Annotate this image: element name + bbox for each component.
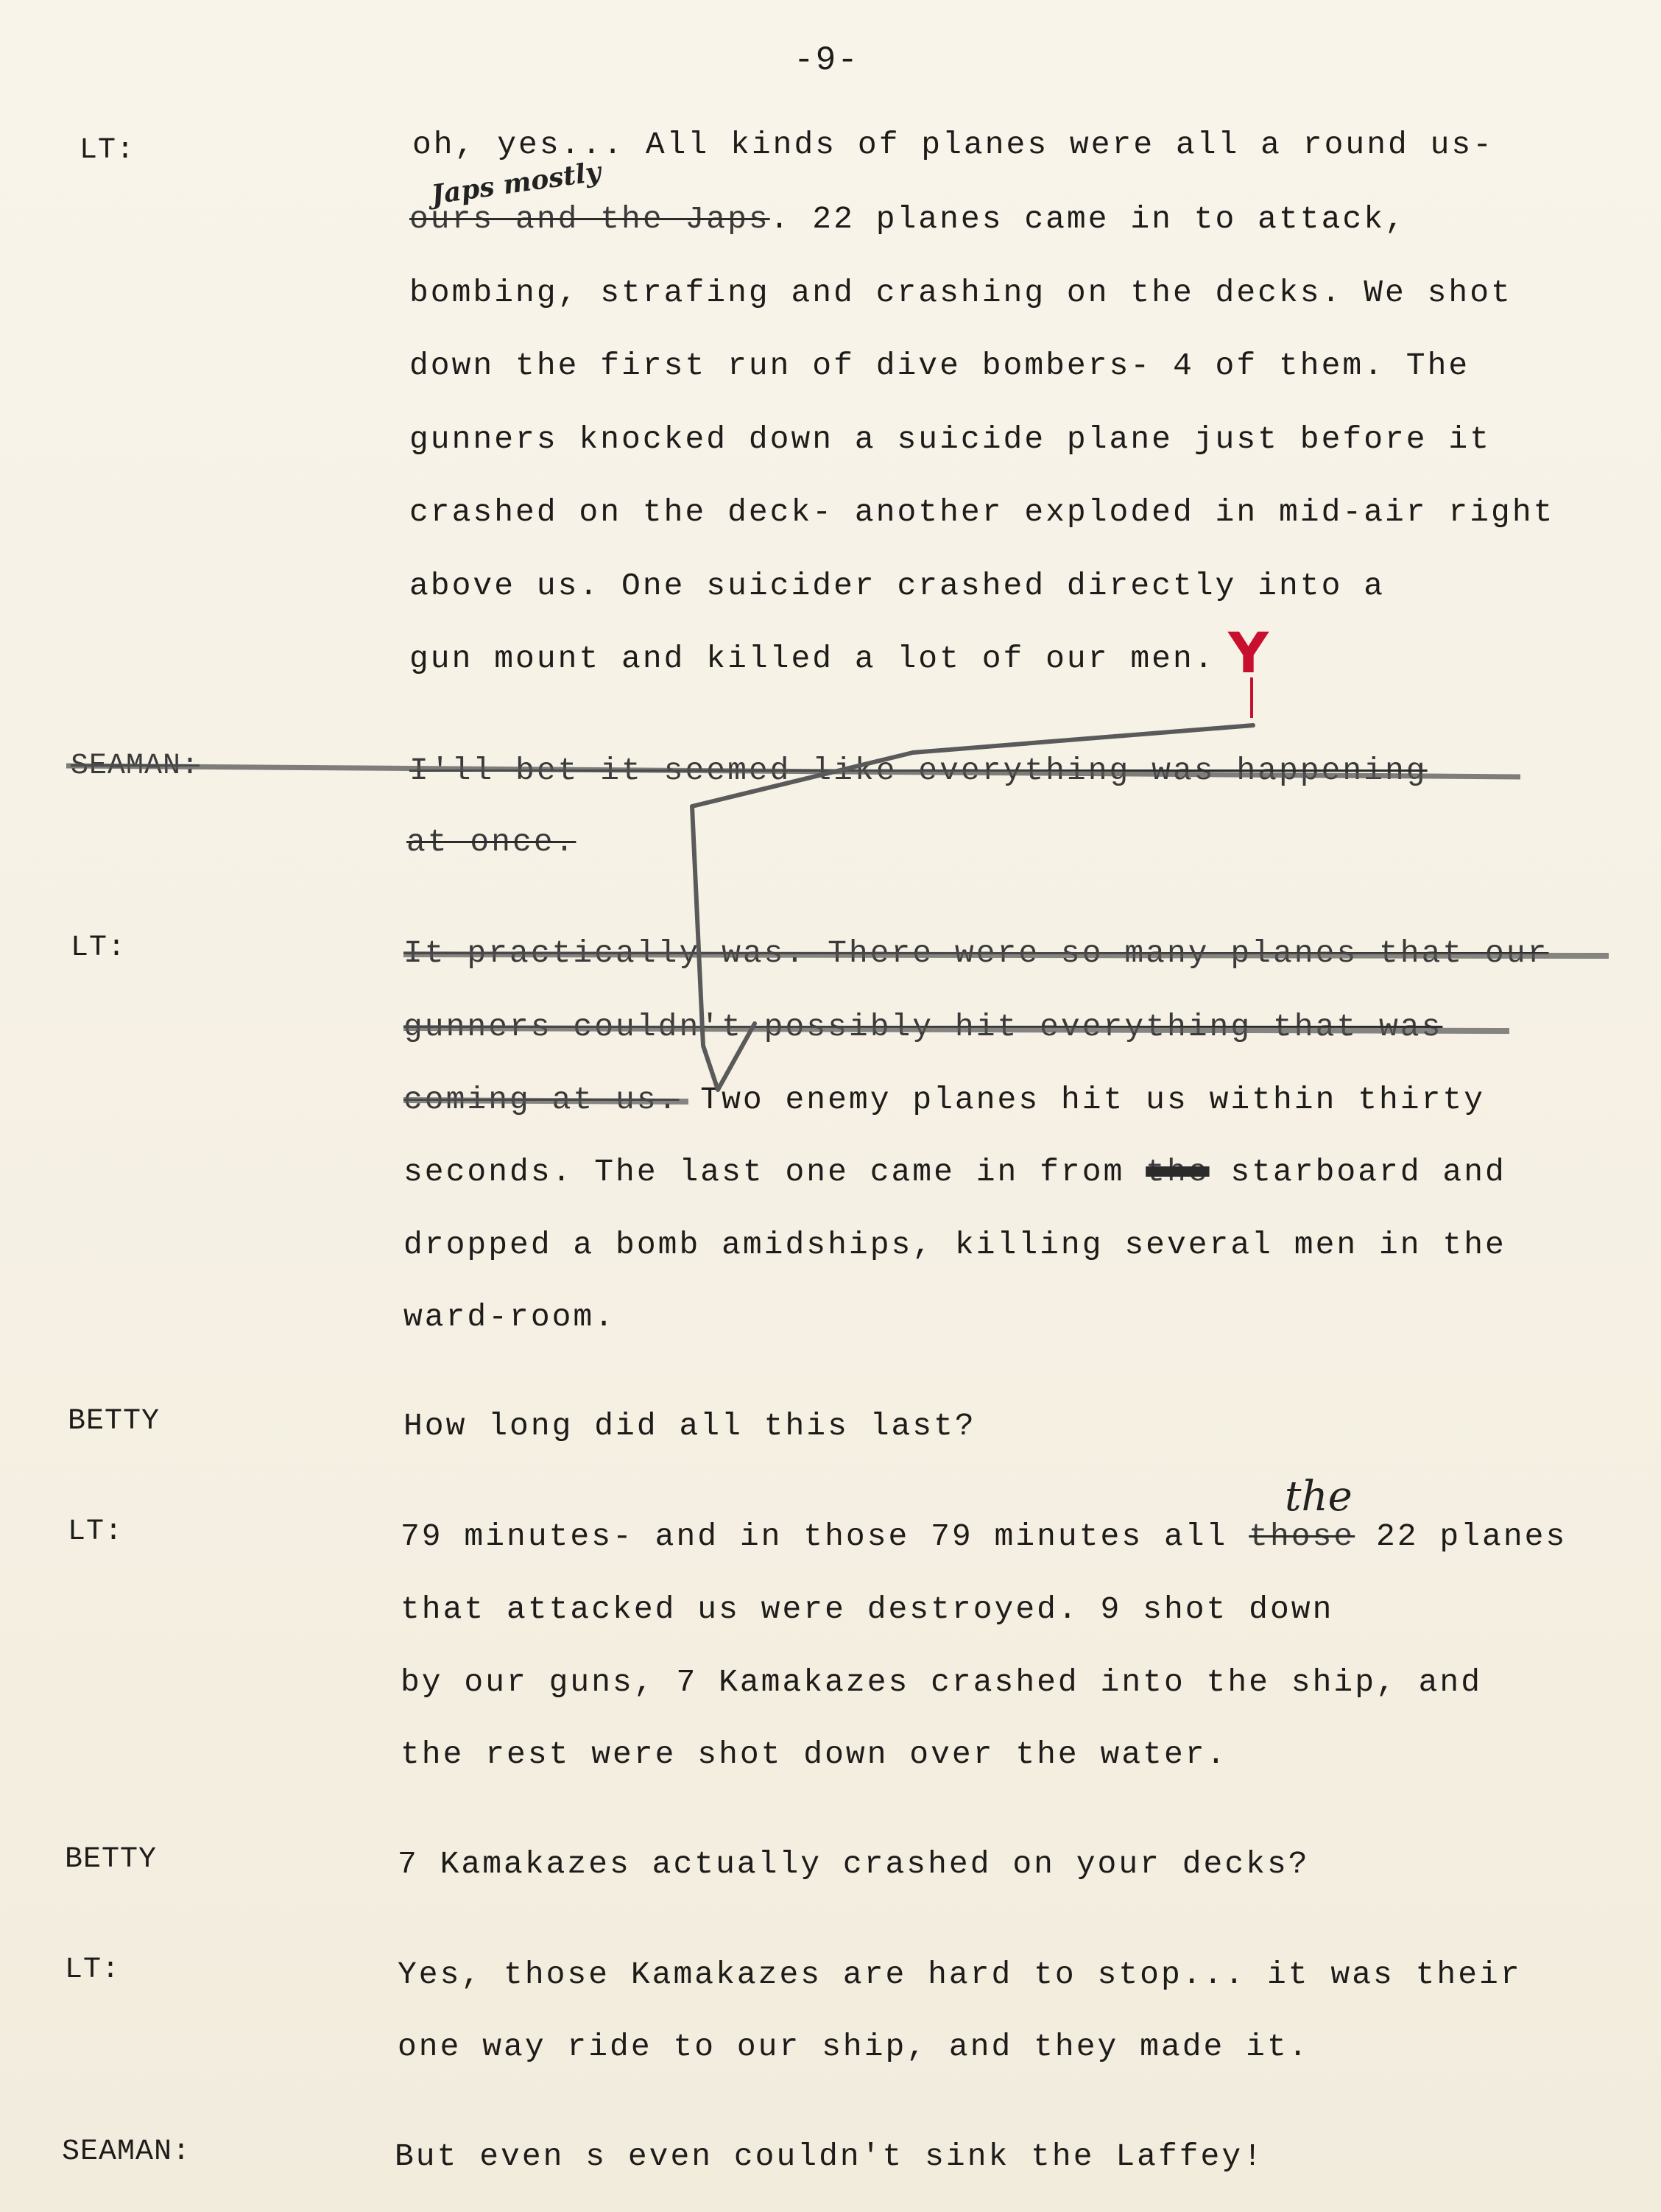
dialogue-line	[401, 1518, 1567, 1554]
dialogue-line: ward-room.	[403, 1299, 616, 1335]
dialogue-line: down the first run of dive bombers- 4 of them. The	[409, 348, 1470, 384]
dialogue-line: dropped a bomb amidships, killing several men in the	[403, 1227, 1506, 1263]
speaker-seaman-struck: SEAMAN:	[71, 750, 200, 783]
dialogue-line: bombing, strafing and crashing on the decks. We shot	[409, 275, 1512, 311]
dialogue-text: . 22 planes came in to attack,	[769, 201, 1406, 237]
dialogue-line: above us. One suicider crashed directly into a	[409, 568, 1385, 604]
handwritten-insertion: Japs mostly	[429, 156, 603, 211]
dialogue-line: that attacked us were destroyed. 9 shot down	[401, 1591, 1334, 1627]
dialogue-line: the rest were shot down over the water.	[401, 1736, 1228, 1772]
dialogue-line: one way ride to our ship, and they made it.	[398, 2029, 1310, 2065]
struck-text: coming at us.	[403, 1082, 680, 1118]
dialogue-line	[403, 1154, 1506, 1190]
dialogue-text: 22 planes	[1355, 1518, 1567, 1554]
dialogue-line	[409, 201, 1406, 237]
dialogue-text: seconds. The last one came in from	[403, 1154, 1146, 1190]
struck-line: at once.	[406, 824, 576, 860]
struck-text: those	[1249, 1518, 1355, 1554]
struck-line: gunners couldn't possibly hit everything that was	[403, 1009, 1443, 1045]
speaker-lt: LT:	[68, 1515, 124, 1549]
dialogue-text: starboard and	[1209, 1154, 1506, 1190]
dialogue-line: How long did all this last?	[403, 1408, 976, 1444]
dialogue-line: gun mount and killed a lot of our men.	[409, 641, 1216, 677]
struck-line: It practically was. There were so many planes that our	[403, 935, 1549, 971]
struck-text: the	[1146, 1154, 1210, 1190]
red-insertion-mark: Y	[1228, 620, 1269, 686]
dialogue-line: But even s even couldn't sink the Laffey!	[395, 2138, 1264, 2174]
speaker-seaman: SEAMAN:	[62, 2135, 191, 2169]
speaker-betty: BETTY	[68, 1405, 161, 1438]
struck-text: ours and the Japs	[409, 201, 770, 237]
speaker-betty: BETTY	[65, 1843, 158, 1876]
dialogue-line: oh, yes... All kinds of planes were all a round us-	[412, 127, 1495, 163]
speaker-lt: LT:	[71, 931, 127, 965]
dialogue-text: 79 minutes- and in those 79 minutes all	[401, 1518, 1249, 1554]
speaker-lt: LT:	[65, 1954, 121, 1987]
dialogue-line: gunners knocked down a suicide plane just before it	[409, 421, 1492, 457]
dialogue-line: by our guns, 7 Kamakazes crashed into the ship, and	[401, 1664, 1483, 1700]
dialogue-line	[403, 1082, 1485, 1118]
struck-line: I'll bet it seemed like everything was happening	[409, 753, 1428, 789]
page-number: -9-	[794, 41, 859, 80]
dialogue-line: Yes, those Kamakazes are hard to stop... it was their	[398, 1956, 1522, 1993]
dialogue-text: Two enemy planes hit us within thirty	[679, 1082, 1486, 1118]
dialogue-line: 7 Kamakazes actually crashed on your decks?	[398, 1846, 1310, 1882]
handwritten-correction: the	[1285, 1473, 1353, 1521]
dialogue-line: crashed on the deck- another exploded in mid-air right	[409, 494, 1555, 530]
speaker-lt: LT:	[80, 134, 135, 167]
